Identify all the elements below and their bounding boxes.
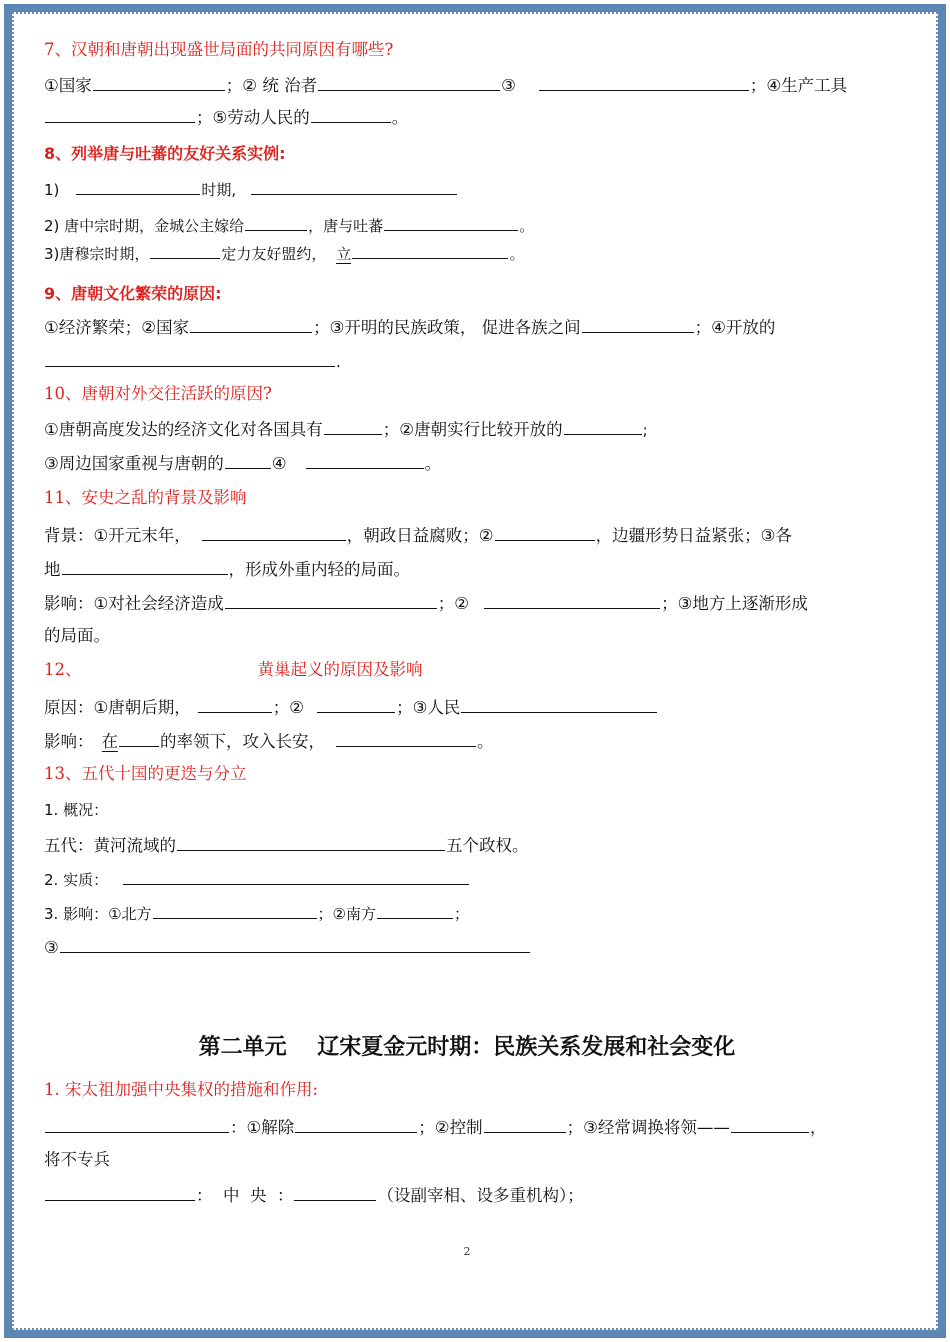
q13-line2 [44,832,890,858]
q13-title: 13、五代十国的更迭与分立 [44,764,247,783]
q10-text: ①唐朝高度发达的经济文化对各国具有 [44,420,323,439]
q13-line4 [44,900,890,926]
q8-line3 [44,240,890,266]
q10-blank-1[interactable] [324,416,382,435]
page-number: 2 [463,1245,471,1258]
q9-text: . [336,353,341,371]
q11-line4: 的局面。 [44,626,110,645]
q9-text: ；③开明的民族政策， 促进各族之间 [313,318,581,337]
q13-blank-4[interactable] [377,900,453,919]
q8-text: 定力友好盟约， [221,245,327,263]
q7-text: 。 [391,108,409,127]
q11-line3 [44,590,890,616]
q7-text: ；④生产工具 [749,76,848,95]
q8-blank-1[interactable] [76,176,200,195]
q9-text: ；④开放的 [694,318,776,337]
q11-blank-5[interactable] [484,590,660,609]
q8-title: 8、列举唐与吐蕃的友好关系实例: [44,144,286,163]
s1-line1 [44,1114,890,1140]
q7-blank-5[interactable] [311,104,391,123]
q12-text: 。 [477,732,494,751]
s1-blank-6[interactable] [294,1182,376,1201]
q13-text: 五个政权。 [446,836,529,855]
q10-text: ④ [271,454,287,473]
s1-blank-2[interactable] [295,1114,417,1133]
q8-blank-2[interactable] [251,176,457,195]
q7-title: 7、汉朝和唐朝出现盛世局面的共同原因有哪些? [44,40,394,59]
q7-blank-3[interactable] [539,72,749,91]
q12-text: 原因：①唐朝后期， [44,698,191,717]
s1-blank-4[interactable] [731,1114,809,1133]
s1-line3 [44,1182,890,1208]
q13-text: 2. 实质： [44,871,109,889]
q10-text: ; [642,421,648,439]
q12-number: 12、 [44,660,82,679]
unit2-title: 第二单元 辽宋夏金元时期：民族关系发展和社会变化 [198,1035,736,1060]
s1-text: ：①解除 [230,1118,295,1137]
q13-text: ； [453,905,469,923]
q7-text: ③ [501,76,516,95]
q11-line1 [44,522,890,548]
q12-line1 [44,694,890,720]
q12-blank-2[interactable] [317,694,395,713]
q10-text: 。 [424,454,442,473]
q12-blank-1[interactable] [198,694,272,713]
q8-text: 2) 唐中宗时期，金城公主嫁给 [44,217,245,235]
q8-text: 。 [509,245,525,263]
q12-text: 影响： [44,732,94,751]
q7-text: ；② 统 治者 [225,76,318,95]
q8-blank-6[interactable] [352,240,508,259]
q8-blank-3[interactable] [245,212,307,231]
s1-blank-3[interactable] [484,1114,566,1133]
q11-text: ，边疆形势日益紧张；③各 [595,526,792,545]
q11-blank-2[interactable] [495,522,595,541]
q10-blank-3[interactable] [225,450,271,469]
q11-text: 背景：①开元末年， [44,526,191,545]
q8-blank-5[interactable] [150,240,220,259]
q9-blank-2[interactable] [582,314,694,333]
s1-text: （设副宰相、设多重机构）； [377,1186,584,1205]
q10-title: 10、唐朝对外交往活跃的原因? [44,384,272,403]
q13-text: 五代：黄河流域的 [44,836,176,855]
q13-line3 [44,866,890,892]
q10-blank-4[interactable] [306,450,424,469]
q7-text: ①国家 [44,76,92,95]
s1-title: 1. 宋太祖加强中央集权的措施和作用: [44,1080,319,1099]
q11-text: ，形成外重内轻的局面。 [228,560,410,579]
q11-text: ；② [437,594,470,613]
q12-title [44,658,890,682]
q8-blank-4[interactable] [384,212,518,231]
q13-text: ；②南方 [317,905,376,923]
q12-title-text: 黄巢起义的原因及影响 [257,660,423,679]
q12-blank-5[interactable] [336,728,476,747]
q13-blank-2[interactable] [123,866,469,885]
q13-blank-1[interactable] [177,832,445,851]
q7-blank-2[interactable] [318,72,500,91]
q13-blank-3[interactable] [153,900,317,919]
s1-text: ： 中 央 ： [196,1186,294,1205]
q12-blank-3[interactable] [461,694,657,713]
q7-line2 [44,104,890,130]
s1-text: ；③经常调换将领—— [566,1118,730,1137]
q12-blank-4[interactable] [119,728,159,747]
q13-blank-5[interactable] [60,934,530,953]
q13-line5 [44,934,890,960]
q9-line1 [44,314,890,340]
s1-text: ；②控制 [418,1118,483,1137]
q11-title: 11、安史之乱的背景及影响 [44,488,247,507]
s1-text: ， [809,1118,827,1137]
q8-line1 [44,176,890,202]
q7-blank-4[interactable] [45,104,195,123]
q12-text: 的率领下，攻入长安， [160,732,325,751]
q12-line2 [44,728,890,754]
q13-text: 3. 影响：①北方 [44,905,152,923]
q8-text: 时期, [201,181,237,199]
q8-line2 [44,212,890,238]
q9-title: 9、唐朝文化繁荣的原因: [44,284,222,303]
q12-text: ；② [272,698,305,717]
q11-blank-4[interactable] [225,590,437,609]
q7-text: ；⑤劳动人民的 [196,108,310,127]
q11-line2 [44,556,890,582]
q11-blank-1[interactable] [202,522,346,541]
q9-blank-1[interactable] [190,314,312,333]
q7-blank-1[interactable] [93,72,225,91]
q8-text: 1) [44,181,60,199]
q10-line2 [44,450,890,476]
q11-text: 影响：①对社会经济造成 [44,594,224,613]
q11-text: 地 [44,560,61,579]
q12-text: ；③人民 [396,698,461,717]
q8-text: 立 [336,245,352,263]
q10-text: ③周边国家重视与唐朝的 [44,454,224,473]
q8-text: 3)唐穆宗时期， [44,245,150,263]
s1-line2: 将不专兵 [44,1150,110,1169]
q10-text: ；②唐朝实行比较开放的 [382,420,563,439]
q11-blank-3[interactable] [62,556,228,575]
q12-text: 在 [101,732,118,751]
q13-text: ③ [44,938,59,957]
s1-blank-1[interactable] [45,1114,229,1133]
q8-text: 。 [519,217,535,235]
q9-line2 [44,348,890,374]
q9-text: ①经济繁荣；②国家 [44,318,190,337]
q13-line1: 1. 概况： [44,801,109,819]
q8-text: ，唐与吐蕃 [308,217,384,235]
q11-text: ，朝政日益腐败；② [346,526,494,545]
q9-blank-3[interactable] [45,348,335,367]
q11-text: ；③地方上逐渐形成 [661,594,808,613]
q10-line1 [44,416,890,442]
q10-blank-2[interactable] [564,416,642,435]
q7-line1 [44,72,890,98]
s1-blank-5[interactable] [45,1182,195,1201]
